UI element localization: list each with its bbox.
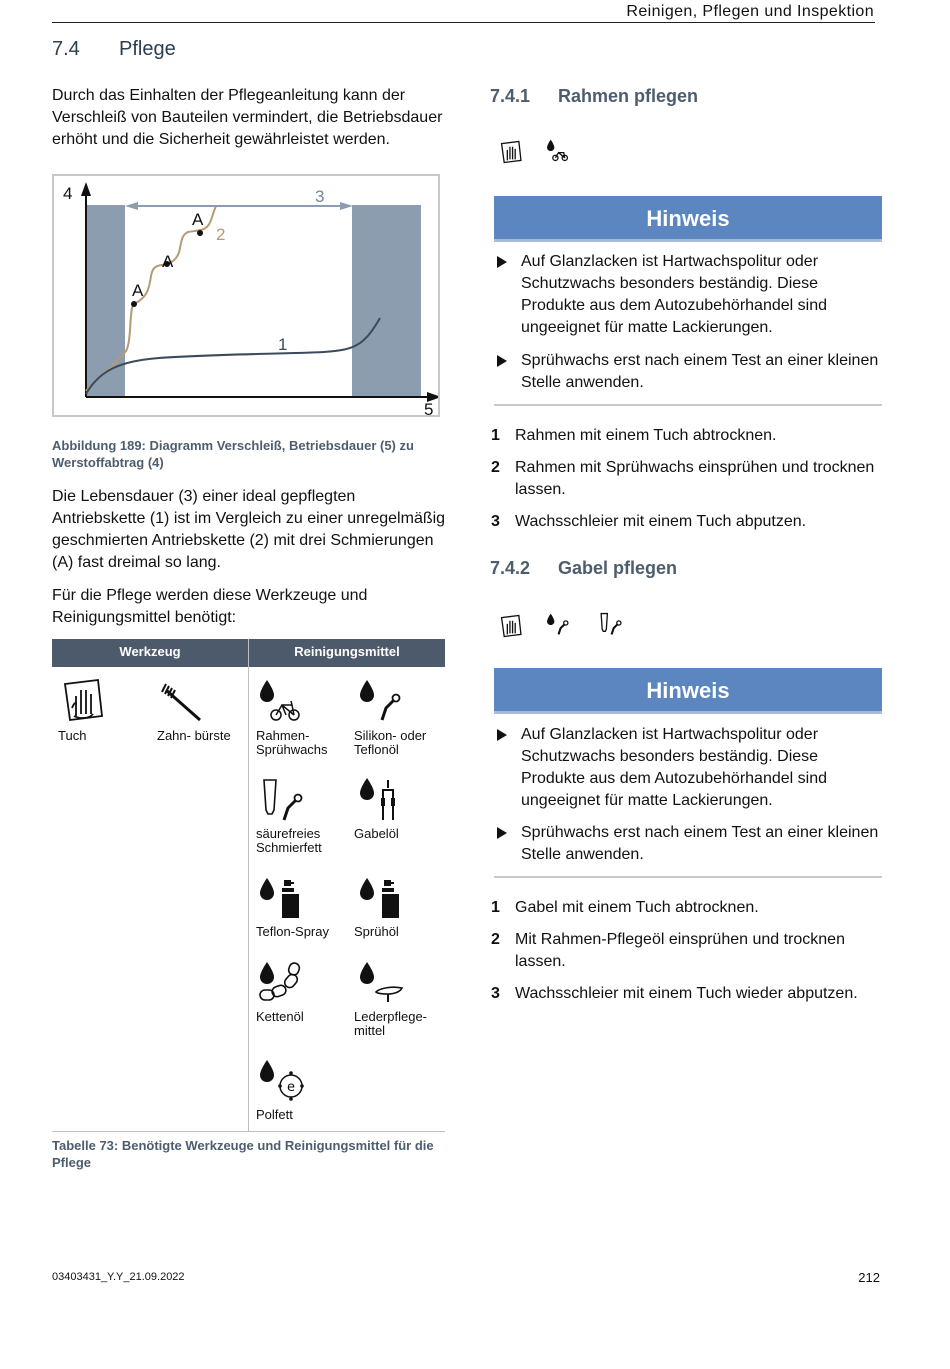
x-axis-label: 5 xyxy=(424,400,434,419)
notice-frame-item-2: Sprühwachs erst nach einem Test an einer kleinen Stelle anwenden. xyxy=(497,350,881,394)
document-id: 03403431_Y.Y_21.09.2022 xyxy=(52,1271,185,1283)
table-caption: Tabelle 73: Benötigte Werkzeuge und Reinigungsmittel für die Pflege xyxy=(52,1138,434,1170)
lubrication-point-3 xyxy=(197,230,203,236)
subsection-fork-title: Gabel pflegen xyxy=(558,558,678,578)
page-number: 212 xyxy=(858,1270,880,1285)
running-header: Reinigen, Pflegen und Inspektion xyxy=(626,3,874,20)
paragraph-tools-intro: Für die Pflege werden diese Werkzeuge und Reinigungsmittel benötigt: xyxy=(52,587,368,626)
notice-frame-header: Hinweis xyxy=(494,196,882,242)
agent-fork-oil-label: Gabelöl xyxy=(354,826,399,841)
frame-spray-wax-icon-small xyxy=(546,138,570,162)
tool-cloth-label: Tuch xyxy=(58,728,87,743)
toothbrush-icon xyxy=(158,680,204,724)
agent-spray-oil-label: Sprühöl xyxy=(354,924,399,939)
fork-step-2: 2 Mit Rahmen-Pflegeöl einsprühen und trocknen lassen. xyxy=(491,931,845,970)
notice-frame-separator xyxy=(494,404,882,406)
notice-fork-item-2: Sprühwachs erst nach einem Test an einer kleinen Stelle anwenden. xyxy=(497,822,881,866)
agent-silicone-oil-label: Silikon- oder Teflonöl xyxy=(354,728,427,757)
lifespan-arrow-left xyxy=(125,202,138,210)
wear-diagram-svg xyxy=(54,176,438,415)
lubrication-label-1: A xyxy=(132,281,144,300)
lifespan-arrow-right xyxy=(340,202,353,210)
leather-care-icon xyxy=(358,960,404,1006)
agent-frame-spray-wax-label: Rahmen- Sprühwachs xyxy=(256,728,328,757)
grease-tube-icon-small xyxy=(598,612,622,636)
agent-grease-label: säurefreies Schmierfett xyxy=(256,826,322,855)
notice-frame-item-1: Auf Glanzlacken ist Hartwachspolitur oder Schutzwachs besonders beständig. Diese Produkte aus dem Autozubehörhandel sind ungeeignet für matte Lackierungen. xyxy=(497,251,881,341)
right-band xyxy=(352,205,421,397)
tool-toothbrush-label: Zahn- bürste xyxy=(157,728,231,743)
notice-fork-separator xyxy=(494,876,882,878)
wear-diagram xyxy=(52,174,440,417)
agent-pole-grease-label: Polfett xyxy=(256,1107,293,1122)
table-header-tools: Werkzeug xyxy=(119,644,181,659)
fork-step-3: 3 Wachsschleier mit einem Tuch wieder abputzen. xyxy=(491,985,858,1002)
cloth-icon xyxy=(62,678,104,722)
chain-oil-icon xyxy=(258,960,304,1006)
grease-tube-icon xyxy=(258,778,304,822)
agent-leather-care-label: Lederpflege- mittel xyxy=(354,1009,427,1038)
subsection-frame-title: Rahmen pflegen xyxy=(558,86,699,106)
silicone-oil-icon xyxy=(358,678,404,722)
frame-step-3: 3 Wachsschleier mit einem Tuch abputzen. xyxy=(491,513,807,530)
y-axis-label: 4 xyxy=(63,184,73,203)
intro-paragraph: Durch das Einhalten der Pflegeanleitung kann der Verschleiß von Bauteilen vermindert, die Betriebsdauer erhöht und die Sicherheit gewährleistet werden. xyxy=(52,87,443,148)
svg-text:e: e xyxy=(287,1080,295,1095)
silicone-oil-icon-small xyxy=(546,612,570,636)
lubrication-point-1 xyxy=(131,301,137,307)
spray-oil-icon xyxy=(358,876,404,920)
curve-2-label: 2 xyxy=(216,225,226,244)
left-band xyxy=(86,205,125,397)
pole-grease-icon xyxy=(258,1058,306,1104)
teflon-spray-icon xyxy=(258,876,304,920)
lubrication-label-2: A xyxy=(162,252,174,271)
fork-oil-icon xyxy=(358,776,404,822)
lubrication-label-3: A xyxy=(192,210,204,229)
table-column-divider xyxy=(248,639,249,1132)
header-rule xyxy=(52,22,875,23)
lifespan-label: 3 xyxy=(315,187,325,206)
frame-step-1: 1 Rahmen mit einem Tuch abtrocknen. xyxy=(491,427,777,444)
cloth-icon-small xyxy=(500,140,522,164)
curve-1-label: 1 xyxy=(278,335,288,354)
section-number: 7.4 xyxy=(52,38,80,60)
figure-caption: Abbildung 189: Diagramm Verschleiß, Betriebsdauer (5) zu Werstoffabtrag (4) xyxy=(52,438,414,470)
y-axis-arrow xyxy=(81,182,91,196)
table-header-agents: Reinigungsmittel xyxy=(294,644,400,659)
subsection-fork-number: 7.4.2 xyxy=(490,558,531,578)
notice-fork-item-1: Auf Glanzlacken ist Hartwachspolitur oder Schutzwachs besonders beständig. Diese Produkte aus dem Autozubehörhandel sind ungeeignet für matte Lackierungen. xyxy=(497,724,881,814)
notice-fork-header: Hinweis xyxy=(494,668,882,714)
frame-step-2: 2 Rahmen mit Sprühwachs einsprühen und trocknen lassen. xyxy=(491,459,875,498)
frame-spray-wax-icon xyxy=(258,678,304,722)
section-title: Pflege xyxy=(119,38,176,60)
agent-teflon-spray-label: Teflon-Spray xyxy=(256,924,329,939)
cloth-icon-small-2 xyxy=(500,614,522,638)
paragraph-lifespan: Die Lebensdauer (3) einer ideal gepflegten Antriebskette (1) ist im Vergleich zu einer unregelmäßig geschmierten Antriebskette (2) mit drei Schmierungen (A) fast dreimal so lang. xyxy=(52,488,446,571)
subsection-frame-number: 7.4.1 xyxy=(490,86,531,106)
table-bottom-rule xyxy=(52,1131,445,1132)
fork-step-1: 1 Gabel mit einem Tuch abtrocknen. xyxy=(491,899,759,916)
agent-chain-oil-label: Kettenöl xyxy=(256,1009,304,1024)
